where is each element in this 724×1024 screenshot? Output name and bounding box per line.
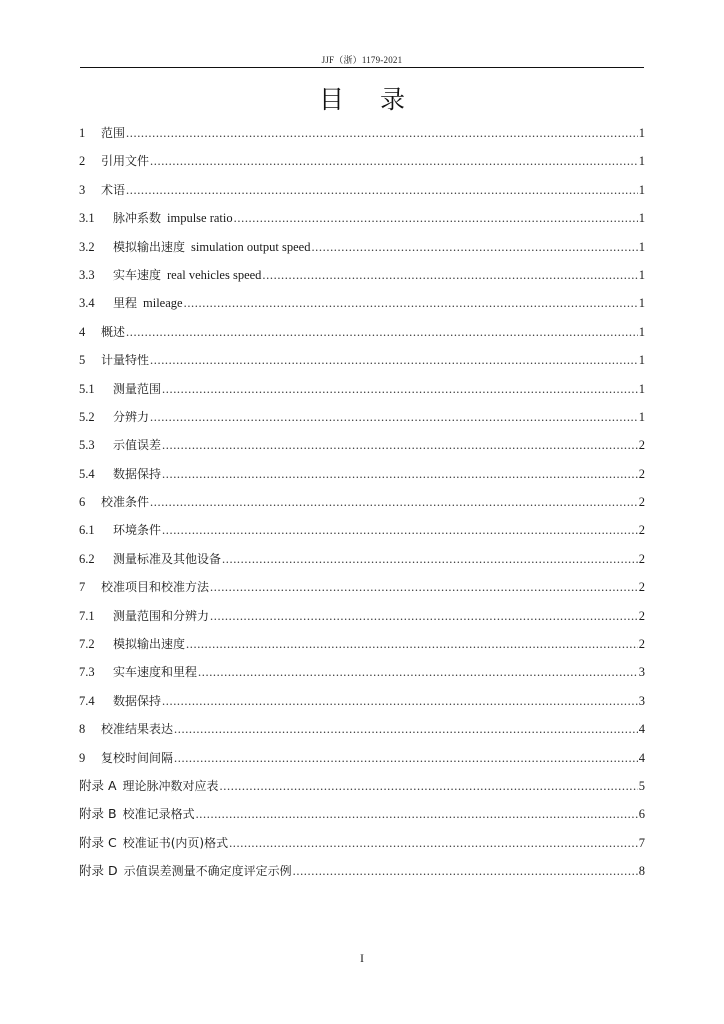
toc-entry[interactable] (79, 488, 645, 516)
toc-entry-number: 7 (79, 580, 86, 595)
toc-entry[interactable] (79, 233, 645, 261)
toc-entry-page: 1 (638, 154, 645, 169)
toc-entry-page: 2 (638, 438, 645, 453)
toc-entry-page: 2 (638, 580, 645, 595)
toc-entry[interactable] (79, 630, 645, 658)
toc-entry-title-zh: 实车速度和里程 (113, 665, 198, 680)
toc-entry[interactable] (79, 744, 645, 772)
toc-entry-number: 7.3 (79, 665, 95, 680)
toc-entry-page: 2 (638, 637, 645, 652)
toc-entry-page: 1 (638, 211, 645, 226)
toc-entry-number: 7.1 (79, 608, 95, 623)
toc-entry-title (101, 119, 125, 147)
toc-entry-title (113, 375, 161, 403)
toc-entry-title (113, 687, 161, 715)
toc-entry-title-zh: 校准结果表达 (101, 722, 174, 737)
toc-entry-number: 7.4 (79, 693, 95, 708)
toc-entry-title-zh: 校准记录格式 (122, 807, 195, 822)
toc-entry[interactable] (79, 800, 645, 828)
document-code-header: JJF（浙）1179-2021 (321, 55, 403, 65)
toc-entry-number: 9 (79, 750, 86, 765)
toc-entry-page: 1 (638, 267, 645, 282)
toc-entry-number: 8 (79, 722, 86, 737)
toc-entry-number: 3.2 (79, 239, 95, 254)
toc-entry-number: 1 (79, 126, 86, 140)
toc-entry-title (113, 460, 161, 488)
toc-entry-page: 5 (638, 778, 645, 793)
toc-entry-title (113, 602, 209, 630)
toc-entry[interactable] (79, 119, 645, 147)
toc-entry-page: 2 (638, 466, 645, 481)
toc-entry-title-zh: 概述 (101, 324, 126, 339)
toc-entry-page: 1 (638, 381, 645, 396)
toc-dot-leader (174, 715, 638, 743)
toc-entry-title-zh: 复校时间间隔 (101, 750, 174, 765)
toc-dot-leader (293, 857, 638, 885)
toc-entry[interactable] (79, 687, 645, 715)
toc-entry-number: 3 (79, 182, 86, 197)
toc-entry-title-en: impulse ratio (167, 211, 233, 226)
toc-entry-title (123, 800, 195, 828)
toc-entry[interactable] (79, 289, 645, 317)
toc-entry-number: 5.2 (79, 409, 95, 424)
toc-entry-title-zh: 示值误差测量不确定度评定示例 (123, 864, 292, 879)
page-number: I (360, 951, 364, 965)
toc-entry-page: 3 (638, 693, 645, 708)
header-divider (80, 67, 644, 68)
toc-entry-page: 2 (638, 551, 645, 566)
toc-entry-title-zh: 测量范围和分辨力 (113, 608, 210, 623)
toc-entry-number: 5 (79, 353, 86, 368)
toc-entry-page: 1 (638, 239, 645, 254)
toc-entry-number: 3.4 (79, 296, 95, 311)
toc-entry-title (113, 204, 233, 232)
toc-entry-title (101, 573, 209, 601)
toc-entry-title (113, 403, 149, 431)
toc-entry-title (101, 744, 173, 772)
toc-entry-title (123, 829, 228, 857)
toc-dot-leader (150, 488, 638, 516)
toc-entry-title-zh: 模拟输出速度 (113, 637, 186, 652)
toc-entry[interactable] (79, 460, 645, 488)
toc-entry-title (113, 516, 161, 544)
table-of-contents (79, 119, 645, 886)
toc-entry-number: 7.2 (79, 637, 95, 652)
toc-entry[interactable] (79, 346, 645, 374)
toc-entry-title (101, 147, 149, 175)
toc-dot-leader (150, 147, 638, 175)
toc-entry-title (113, 431, 161, 459)
toc-entry-number: 5.3 (79, 438, 95, 453)
toc-entry[interactable] (79, 176, 645, 204)
toc-entry-title-zh: 数据保持 (113, 693, 162, 708)
toc-entry-page: 6 (638, 807, 645, 822)
toc-entry-title (113, 289, 183, 317)
toc-entry-title (123, 772, 219, 800)
toc-entry-title (113, 630, 185, 658)
toc-dot-leader (186, 630, 638, 658)
toc-entry[interactable] (79, 204, 645, 232)
toc-entry-title-zh: 校准条件 (101, 495, 150, 510)
toc-dot-leader (196, 800, 638, 828)
toc-entry[interactable] (79, 658, 645, 686)
toc-entry-page: 7 (638, 835, 645, 850)
toc-dot-leader (234, 204, 638, 232)
toc-entry-title (101, 318, 125, 346)
toc-entry-title (101, 715, 173, 743)
toc-dot-leader (162, 687, 638, 715)
toc-entry[interactable] (79, 261, 645, 289)
toc-dot-leader (150, 403, 638, 431)
toc-entry[interactable] (79, 545, 645, 573)
toc-entry-number: 4 (79, 324, 86, 339)
toc-dot-leader (162, 460, 638, 488)
toc-dot-leader (174, 744, 638, 772)
toc-entry-page: 4 (638, 750, 645, 765)
toc-entry-page: 2 (638, 495, 645, 510)
toc-dot-leader (229, 829, 638, 857)
toc-entry-title-zh: 理论脉冲数对应表 (122, 778, 219, 793)
toc-dot-leader (162, 375, 638, 403)
toc-entry-page: 1 (638, 126, 645, 140)
toc-entry[interactable] (79, 318, 645, 346)
toc-entry-number: 附录 B (79, 806, 117, 822)
toc-entry-page: 3 (638, 665, 645, 680)
toc-entry-title-en: real vehicles speed (167, 267, 262, 282)
toc-entry-title-zh: 数据保持 (113, 466, 162, 481)
toc-dot-leader (162, 516, 638, 544)
toc-entry-number: 附录 A (79, 777, 117, 793)
toc-entry-page: 8 (638, 864, 645, 879)
toc-entry-number: 6.1 (79, 523, 95, 538)
toc-dot-leader (262, 261, 637, 289)
toc-dot-leader (222, 545, 638, 573)
toc-entry-page: 2 (638, 608, 645, 623)
toc-dot-leader (198, 658, 638, 686)
toc-dot-leader (126, 119, 638, 147)
toc-entry-title-zh: 分辨力 (113, 409, 150, 424)
toc-dot-leader (210, 602, 638, 630)
toc-dot-leader (220, 772, 638, 800)
toc-title: 目 录 (319, 85, 419, 114)
toc-entry-title-zh: 模拟输出速度 (113, 239, 186, 254)
toc-entry-number: 6 (79, 495, 86, 510)
toc-entry[interactable] (79, 403, 645, 431)
toc-entry-number: 5.1 (79, 381, 95, 396)
toc-entry-title (101, 488, 149, 516)
toc-entry-title-zh: 里程 (113, 296, 138, 311)
toc-entry-title-zh: 实车速度 (113, 267, 162, 282)
toc-dot-leader (311, 233, 637, 261)
toc-entry-title-zh: 脉冲系数 (113, 211, 162, 226)
toc-entry-page: 1 (638, 324, 645, 339)
toc-entry-page: 1 (638, 353, 645, 368)
toc-entry-title (113, 545, 221, 573)
toc-entry-title-zh: 示值误差 (113, 438, 162, 453)
toc-dot-leader (210, 573, 638, 601)
toc-entry-title (101, 176, 125, 204)
toc-entry[interactable] (79, 375, 645, 403)
toc-entry-number: 附录 D (79, 863, 118, 879)
toc-entry-page: 1 (638, 182, 645, 197)
toc-entry-number: 2 (79, 154, 86, 169)
toc-entry-title (113, 261, 261, 289)
toc-entry[interactable] (79, 715, 645, 743)
toc-entry[interactable] (79, 829, 645, 857)
toc-entry-title-zh: 校准证书(内页)格式 (122, 835, 229, 850)
toc-entry[interactable] (79, 857, 645, 885)
toc-entry-title (124, 857, 292, 885)
toc-entry[interactable] (79, 431, 645, 459)
toc-dot-leader (126, 176, 638, 204)
toc-entry-title-zh: 环境条件 (113, 523, 162, 538)
toc-entry-page: 1 (638, 409, 645, 424)
toc-entry-title-zh: 术语 (101, 182, 126, 197)
toc-dot-leader (162, 431, 638, 459)
toc-entry-title-zh: 测量范围 (113, 381, 162, 396)
toc-entry-title (113, 233, 310, 261)
toc-entry-number: 附录 C (79, 834, 117, 850)
toc-entry-title-zh: 测量标准及其他设备 (113, 551, 222, 566)
toc-entry-title-zh: 范围 (101, 126, 126, 140)
toc-entry-title-zh: 引用文件 (101, 154, 150, 169)
toc-entry[interactable] (79, 602, 645, 630)
toc-entry-number: 3.1 (79, 211, 95, 226)
toc-entry[interactable] (79, 516, 645, 544)
toc-entry[interactable] (79, 147, 645, 175)
toc-entry-title-zh: 校准项目和校准方法 (101, 580, 210, 595)
toc-dot-leader (150, 346, 638, 374)
toc-dot-leader (126, 318, 638, 346)
toc-entry-page: 4 (638, 722, 645, 737)
toc-entry-number: 3.3 (79, 267, 95, 282)
toc-entry-title-zh: 计量特性 (101, 353, 150, 368)
toc-entry-number: 6.2 (79, 551, 95, 566)
toc-entry-page: 2 (638, 523, 645, 538)
toc-entry-title (101, 346, 149, 374)
toc-entry-page: 1 (638, 296, 645, 311)
toc-entry-title (113, 658, 197, 686)
toc-entry[interactable] (79, 573, 645, 601)
toc-entry-title-en: simulation output speed (191, 239, 311, 254)
toc-dot-leader (184, 289, 638, 317)
toc-entry-number: 5.4 (79, 466, 95, 481)
toc-entry[interactable] (79, 772, 645, 800)
toc-entry-title-en: mileage (143, 296, 183, 311)
